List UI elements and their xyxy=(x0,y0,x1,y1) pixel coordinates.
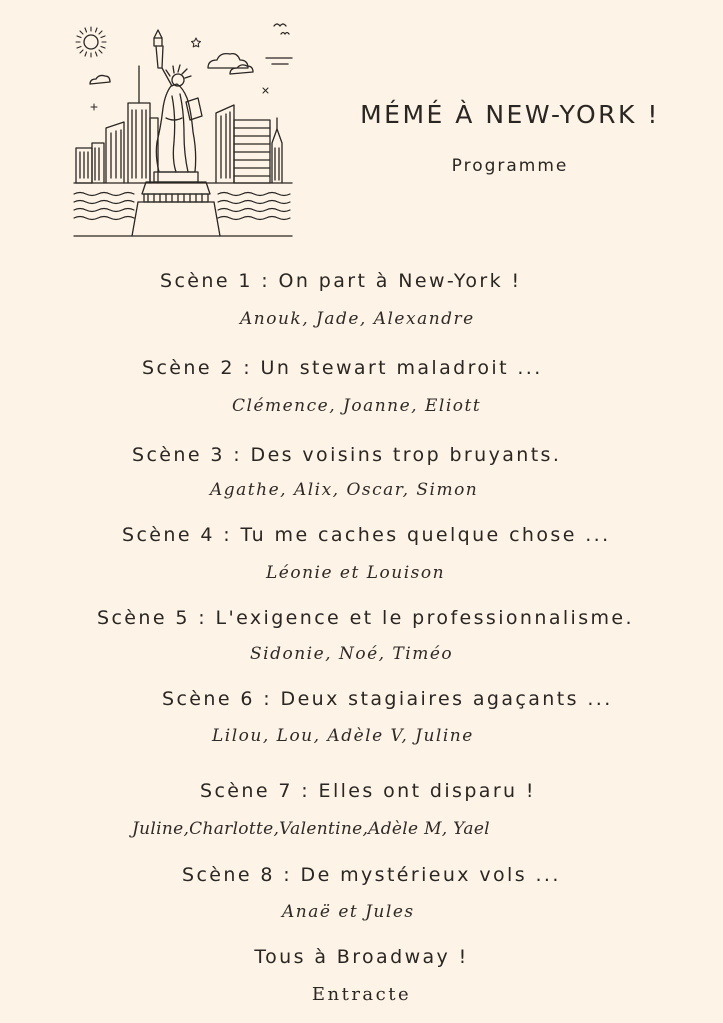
sun-icon xyxy=(76,27,106,57)
programme-subtitle: Programme xyxy=(451,156,569,176)
scene-5-cast: Sidonie, Noé, Timéo xyxy=(250,644,454,664)
statue-of-liberty-skyline-icon xyxy=(66,18,298,242)
scene-1-title: Scène 1 : On part à New-York ! xyxy=(160,270,522,292)
intermission-label: Entracte xyxy=(311,984,412,1005)
scene-3-cast: Agathe, Alix, Oscar, Simon xyxy=(210,480,479,500)
scene-6-cast: Lilou, Lou, Adèle V, Juline xyxy=(212,726,474,746)
scene-7-title: Scène 7 : Elles ont disparu ! xyxy=(200,780,536,802)
scene-2-cast: Clémence, Joanne, Eliott xyxy=(232,396,482,416)
scene-8-title: Scène 8 : De mystérieux vols ... xyxy=(182,864,561,886)
finale-title: Tous à Broadway ! xyxy=(254,946,469,968)
scene-3-title: Scène 3 : Des voisins trop bruyants. xyxy=(132,444,562,466)
scene-4-cast: Léonie et Louison xyxy=(266,563,446,583)
scene-4-title: Scène 4 : Tu me caches quelque chose ... xyxy=(122,524,611,546)
scene-1-cast: Anouk, Jade, Alexandre xyxy=(240,309,475,329)
scene-7-cast: Juline,Charlotte,Valentine,Adèle M, Yael xyxy=(132,819,490,839)
scene-8-cast: Anaë et Jules xyxy=(282,902,415,922)
page-title: MÉMÉ À NEW-YORK ! xyxy=(360,100,660,129)
scene-5-title: Scène 5 : L'exigence et le professionnalisme. xyxy=(97,607,634,629)
water-waves xyxy=(74,193,290,220)
scene-2-title: Scène 2 : Un stewart maladroit ... xyxy=(142,357,543,379)
scene-6-title: Scène 6 : Deux stagiaires agaçants ... xyxy=(162,688,613,710)
